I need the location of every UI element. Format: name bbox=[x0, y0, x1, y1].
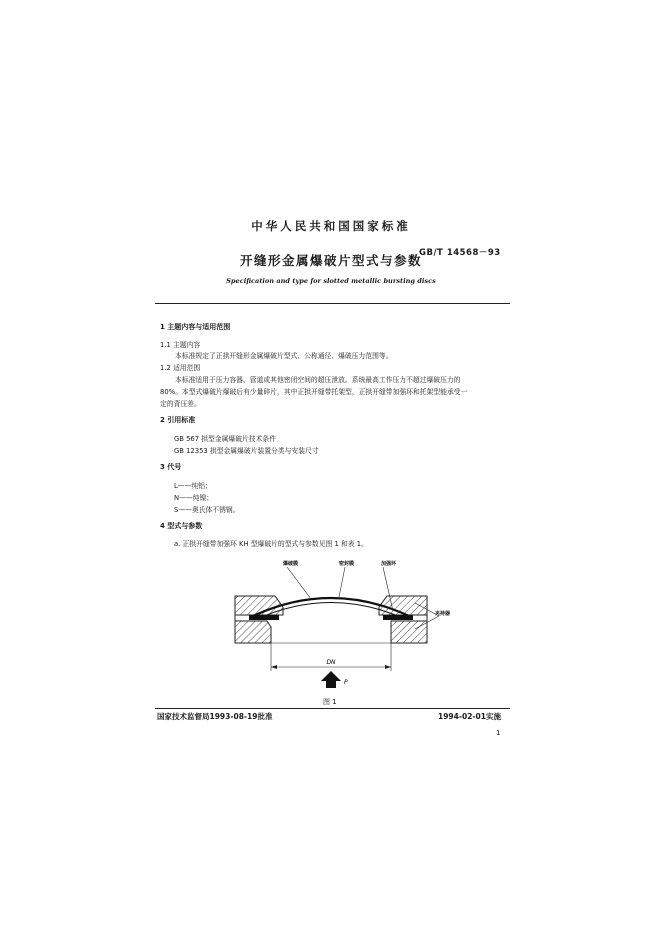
section-1-2-heading: 1.2 适用范围 bbox=[160, 364, 201, 372]
holder-lower-right bbox=[391, 621, 427, 643]
section-1-1-text: 本标准规定了正拱开缝形金属爆破片型式、公称通径、爆破压力范围等。 bbox=[175, 352, 393, 360]
section-1-1-heading: 1.1 主题内容 bbox=[160, 341, 201, 349]
holder-lower-left bbox=[235, 621, 271, 643]
issuing-organization: 中华人民共和国国家标准 bbox=[251, 219, 411, 233]
section-4-item-a: a. 正拱开缝带加强环 KH 型爆破片的型式与参数见图 1 和表 1。 bbox=[174, 540, 368, 548]
code-item: S——奥氏体不锈钢。 bbox=[174, 506, 240, 514]
label-seal: 密封膜 bbox=[339, 561, 355, 567]
footer-divider bbox=[155, 708, 510, 709]
standard-number: GB/T 14568－93 bbox=[419, 248, 501, 258]
dn-dimension-label: DN bbox=[326, 659, 336, 666]
page-number: 1 bbox=[496, 729, 501, 737]
document-title: 开缝形金属爆破片型式与参数 bbox=[239, 253, 422, 268]
section-2-heading: 2 引用标准 bbox=[160, 416, 196, 424]
pressure-arrow bbox=[321, 671, 341, 688]
reinforcing-ring-right bbox=[383, 615, 413, 620]
label-disc: 爆破膜 bbox=[283, 561, 299, 567]
approval-date: 国家技术监督局1993-08-19批准 bbox=[157, 712, 273, 721]
header-divider bbox=[155, 303, 510, 304]
section-4-heading: 4 型式与参数 bbox=[160, 522, 203, 530]
reinforcing-ring-left bbox=[249, 615, 279, 620]
effective-date: 1994-02-01实施 bbox=[438, 712, 501, 721]
pressure-label: P bbox=[344, 679, 348, 686]
document-title-english: Specification and type for slotted metallic bursting discs bbox=[226, 277, 436, 285]
reference-item: GB 12353 拱型金属爆破片装置分类与安装尺寸 bbox=[174, 447, 319, 455]
section-1-2-line: 80%。本型式爆破片爆破后有少量碎片，其中正拱开缝带托架型，正拱开缝带加强环和托架型能承受一 bbox=[160, 388, 468, 396]
section-3-heading: 3 代号 bbox=[160, 463, 182, 471]
section-1-2-line: 定的背压差。 bbox=[160, 400, 201, 408]
figure-caption: 图 1 bbox=[323, 698, 337, 706]
label-holder: 夹持器 bbox=[435, 611, 451, 617]
reference-item: GB 567 拱型金属爆破片技术条件 bbox=[174, 435, 276, 443]
label-ring: 加强环 bbox=[381, 561, 397, 567]
section-1-heading: 1 主题内容与适用范围 bbox=[160, 323, 231, 331]
section-1-2-line: 本标准适用于压力容器、管道或其他密闭空间的超压泄放。系统最高工作压力不超过爆破压力的 bbox=[175, 376, 461, 384]
figure-1-drawing bbox=[215, 555, 455, 690]
code-item: N——纯镍； bbox=[174, 494, 214, 502]
code-item: L——纯铝； bbox=[174, 482, 212, 490]
